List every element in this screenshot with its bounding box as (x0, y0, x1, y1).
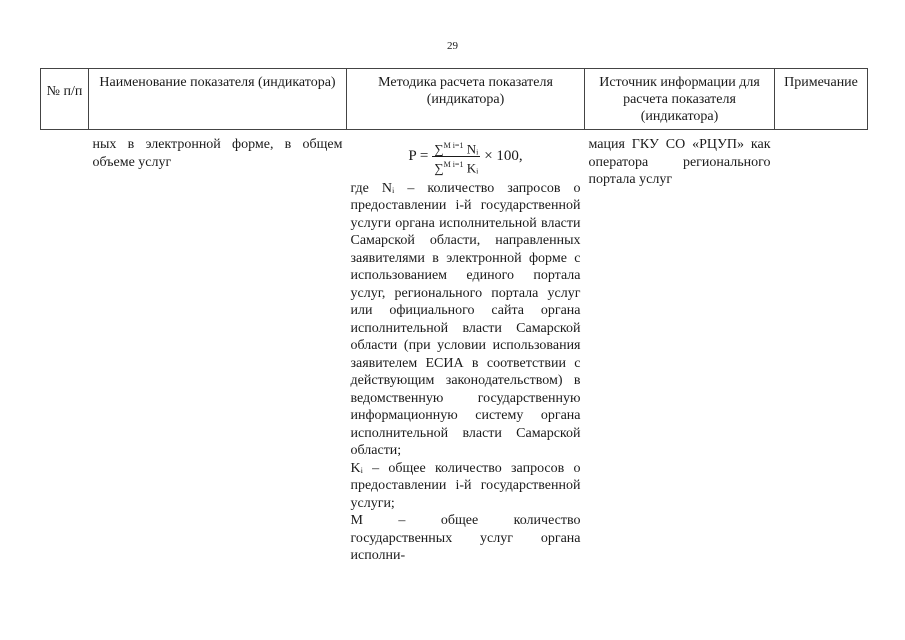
formula-rhs: × 100, (484, 148, 523, 165)
indicator-table (40, 68, 868, 565)
cell-number (41, 130, 89, 565)
cell-source: мация ГКУ СО «РЦУП» как оператора регионального портала услуг (588, 137, 771, 187)
definition-m: M – общее количество государственных услуг органа исполни- (350, 513, 581, 564)
formula-numerator: ∑$^{M i=1}$ Nᵢ (432, 138, 480, 157)
header-method: Методика расчета показателя (индикатора) (347, 69, 585, 130)
cell-indicator-name: ных в электронной форме, в общем объеме услуг (92, 137, 343, 170)
header-source: Источник информации для расчета показателя (индикатора) (585, 69, 775, 130)
definition-k: Kᵢ – общее количество запросов о предоставлении i-й государственной услуги; (350, 460, 581, 511)
definition-n: где Nᵢ – количество запросов о предоставлении i-й государственной услуги органа исполнительной власти Самарской области, направленных заявителями в электронной форме с использованием единого портала услуг, регионального портала услуг или официального сайта органа исполнительной власти Самарской области (при условии использования заявителем ЕСИА в соответствии с действующим законодательством) в ведомственную государственную информационную систему органа исполнительной власти Самарской области; (350, 180, 581, 459)
formula (351, 138, 581, 176)
table-header-row (41, 69, 868, 130)
formula-denominator: ∑$^{M i=1}$ Kᵢ (434, 160, 479, 176)
page-number: 29 (447, 40, 458, 52)
formula-lhs: P = (408, 148, 429, 165)
header-number: № п/п (41, 69, 89, 130)
cell-method (347, 130, 585, 565)
cell-note (775, 130, 868, 565)
method-definitions (351, 180, 581, 565)
table-row (41, 130, 868, 565)
header-indicator-name: Наименование показателя (индикатора) (89, 69, 347, 130)
formula-fraction (432, 138, 480, 176)
header-note: Примечание (775, 69, 868, 130)
